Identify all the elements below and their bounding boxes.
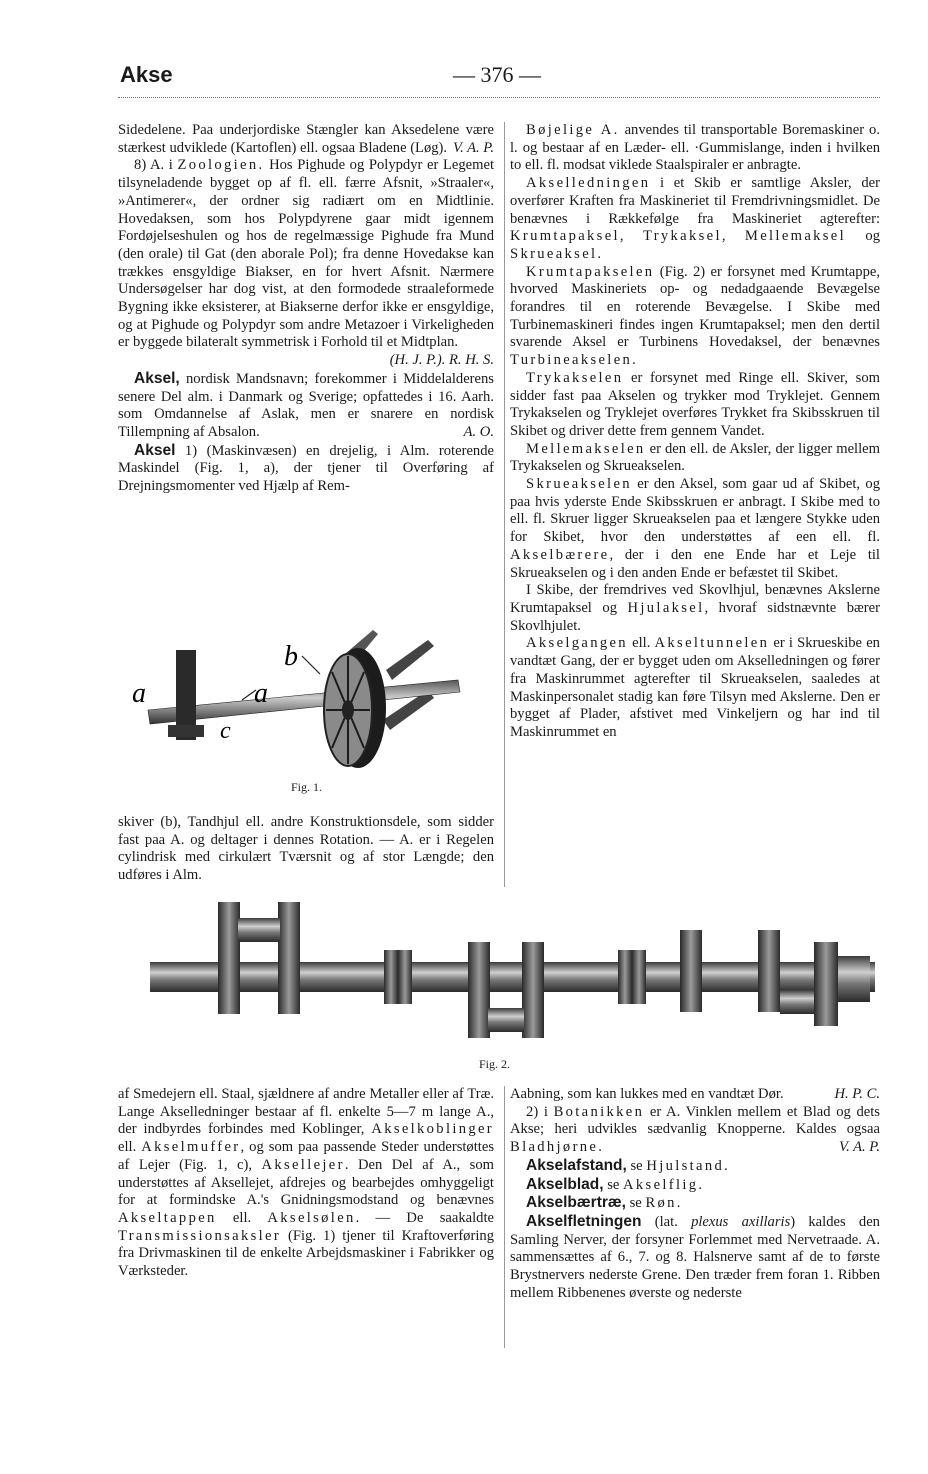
- entry-aksel: Aksel 1) (Maskinvæsen) en drejelig, i Alm. roterende Maskindel (Fig. 1, a), der tjener til Overføring af Drejningsmomenter ved Hjælp af Rem-: [118, 441, 494, 495]
- paragraph: Akselgangen ell. Akseltunnelen er i Skrueskibe en vandtæt Gang, der er bygget uden om Akselledningen og fører fra Maskinrummet agterefter til Skrueakselen, saaledes at Maskinpersonalet stadig kan føre Tilsyn med Akslerne. Den er bygget af Plader, afstivet med Vinkeljern og har ind til Maskinrummet en: [510, 635, 880, 740]
- paragraph: Akselledningen i et Skib er samtlige Aksler, der overfører Kraften fra Maskineriet til Fremdrivningsmidlet. De benævnes i Rækkefølge fra Maskineriet agterefter: Krumtapaksel, Trykaksel, Mellemaksel og Skrueaksel.: [510, 175, 880, 262]
- headword: Aksel: [134, 441, 176, 459]
- paragraph: Krumtapakselen (Fig. 2) er forsynet med Krumtappe, hvorved Maskineriets op- og nedadgaaende Bevægelse forandres til en roterende Bevægelse. I Skibe med Turbinemaskineri findes ingen Krumtapaksel; men den dertil svarende Aksel er Turbinens Hovedaksel, der benævnes Turbineakselen.: [510, 263, 880, 369]
- figure-2-caption: Fig. 2.: [479, 1057, 511, 1071]
- page-number: — 376 —: [453, 62, 541, 87]
- paragraph: Skrueakselen er den Aksel, som gaar ud af Skibet, og paa hvis yderste Ende Skibsskruen er anbragt. I Skibe med to ell. fl. Skruer ligger Skrueakselen paa et længere Stykke uden for Skibet, hvor den understøttes af een ell. fl. Akselbærere, der i den ene Ende har et Leje til Skrueakselen og i den anden Ende er befæstet til Skibet.: [510, 476, 880, 581]
- author-signature: V. A. P.: [453, 139, 494, 156]
- author-signature: A. O.: [463, 423, 494, 440]
- entry-akselfletningen: Akselfletningen (lat. plexus axillaris) kaldes den Samling Nerver, der forsyner Forlemmet med Nervetraade. A. sammensættes af 6., 7. og 8. Halsnerve samt af de to første Brystnervers nederste Grene. Den træder frem foran 1. Ribben mellem Ribbenenes øverste og nederste: [510, 1212, 880, 1301]
- column-divider: [504, 122, 505, 887]
- entry-akselafstand: Akselafstand, se Hjulstand.: [526, 1156, 728, 1174]
- column-top-left: [118, 122, 494, 496]
- header-rule: [118, 97, 880, 98]
- figure-label-c: c: [220, 718, 231, 744]
- column-divider: [504, 1086, 505, 1348]
- figure-label-a-left: a: [132, 678, 146, 709]
- figure-label-b: b: [284, 641, 298, 672]
- figure-1-caption: Fig. 1.: [291, 780, 323, 794]
- author-signature: (H. J. P.). R. H. S.: [389, 352, 494, 369]
- figure-2-crankshaft: [150, 890, 890, 1050]
- figure-1-transmission-shaft: [128, 620, 498, 770]
- column-bottom-right: [510, 1086, 880, 1302]
- paragraph: Trykakselen er forsynet med Ringe ell. Skiver, som sidder fast paa Akselen og trykker mod Tryklejet. Gennem Trykakselen og Tryklejet overføres Trykket fra Skibsskruen til Skibet og driver dette frem gennem Vandet.: [510, 369, 880, 439]
- paragraph: Aabning, som kan lukkes med en vandtæt Dør. H. P. C.: [510, 1086, 880, 1102]
- column-bottom-left: [118, 1086, 494, 1281]
- spaced-term: Zoologien.: [177, 157, 265, 174]
- paragraph: af Smedejern ell. Staal, sjældnere af andre Metaller eller af Træ. Lange Akselledninger bestaar af fl. enkelte 5—7 m lange A., der indbyrdes forbindes med Koblinger, Akselkoblinger ell. Akselmuffer, og som paa passende Steder understøttes af Lejer (Fig. 1, c), Aksellejer. Den Del af A., som understøttes af Aksellejet, afdrejes og bearbejdes omhyggeligt for at formindske A.'s Gnidningsmodstand og benævnes Akseltappen ell. Akselsølen. — De saakaldte Transmissionsaksler (Fig. 1) tjener til Kraftoverføring fra Drivmaskinen til de enkelte Arbejdsmaskiner i Fabrikker og Værksteder.: [118, 1086, 494, 1280]
- entry-aksel-name: Aksel, nordisk Mandsnavn; forekommer i Middelalderens senere Del alm. i Danmark og Sverige; opfattedes i 16. Aarh. som Omdannelse af Aslak, men er snarere en nordisk Tillempning af Absalon. A. O.: [118, 369, 494, 440]
- paragraph: Bøjelige A. anvendes til transportable Boremaskiner o. l. og bestaar af en Læder- ell. ·Gummislange, inden i hvilken to ell. fl. modsat viklede Staalspiraler er anbragte.: [510, 122, 880, 174]
- paragraph: 2) i Botanikken er A. Vinklen mellem et Blad og dets Akse; heri udvikles sædvanlig Knopperne. Kaldes ogsaa Bladhjørne. V. A. P.: [510, 1103, 880, 1156]
- paragraph: 8) A. i Zoologien. Hos Pighude og Polypdyr er Legemet tilsyneladende bygget op af fl. ell. færre Afsnit, »Straaler«, »Antimerer«, der ordner sig radiært om en Midtlinie. Hovedaksen, som hos Polypdyrene gaar midt igennem Fordøjelseshulen og hos de regelmæssige Pighude fra Mund (den orale) til Gat (den aborale Pol); fra denne Hovedakse kan trækkes ensgyldige Biakser, en for hvert Afsnit. Nærmere Undersøgelser har dog vist, at den formodede straaleformede Bygning ikke eksisterer, at Biakserne derfor ikke er ensgyldige, og at Pighude og Polypdyr som andre Metazoer i Virkeligheden er byggede bilateralt symmetrisk i Forhold til et Midtplan. (H. J. P.). R. H. S.: [118, 157, 494, 369]
- author-signature: H. P. C.: [834, 1086, 880, 1102]
- entry-akselblad: Akselblad, se Akselflig.: [526, 1175, 703, 1193]
- column-mid-left: [118, 814, 494, 885]
- author-signature: V. A. P.: [839, 1139, 880, 1156]
- running-head: Akse: [120, 62, 173, 87]
- paragraph: Mellemakselen er den ell. de Aksler, der ligger mellem Trykakselen og Skrueakselen.: [510, 440, 880, 475]
- paragraph: Sidedelene. Paa underjordiske Stængler kan Aksedelene være stærkest udviklede (Kartoflen) ell. ogsaa Bladene (Løg). V. A. P.: [118, 122, 494, 156]
- headword: Aksel,: [134, 369, 180, 387]
- paragraph: skiver (b), Tandhjul ell. andre Konstruktionsdele, som sidder fast paa A. og deltager i dennes Rotation. — A. er i Regelen cylindrisk med cirkulært Tværsnit og af stor Længde; den udføres i Alm.: [118, 814, 494, 884]
- column-top-right: [510, 122, 880, 742]
- figure-label-a-right: a: [254, 678, 268, 709]
- entry-akselbaertrae: Akselbærtræ, se Røn.: [526, 1194, 681, 1212]
- paragraph: I Skibe, der fremdrives ved Skovlhjul, benævnes Akslerne Krumtapaksel og Hjulaksel, hvoraf sidstnævnte bærer Skovlhjulet.: [510, 582, 880, 634]
